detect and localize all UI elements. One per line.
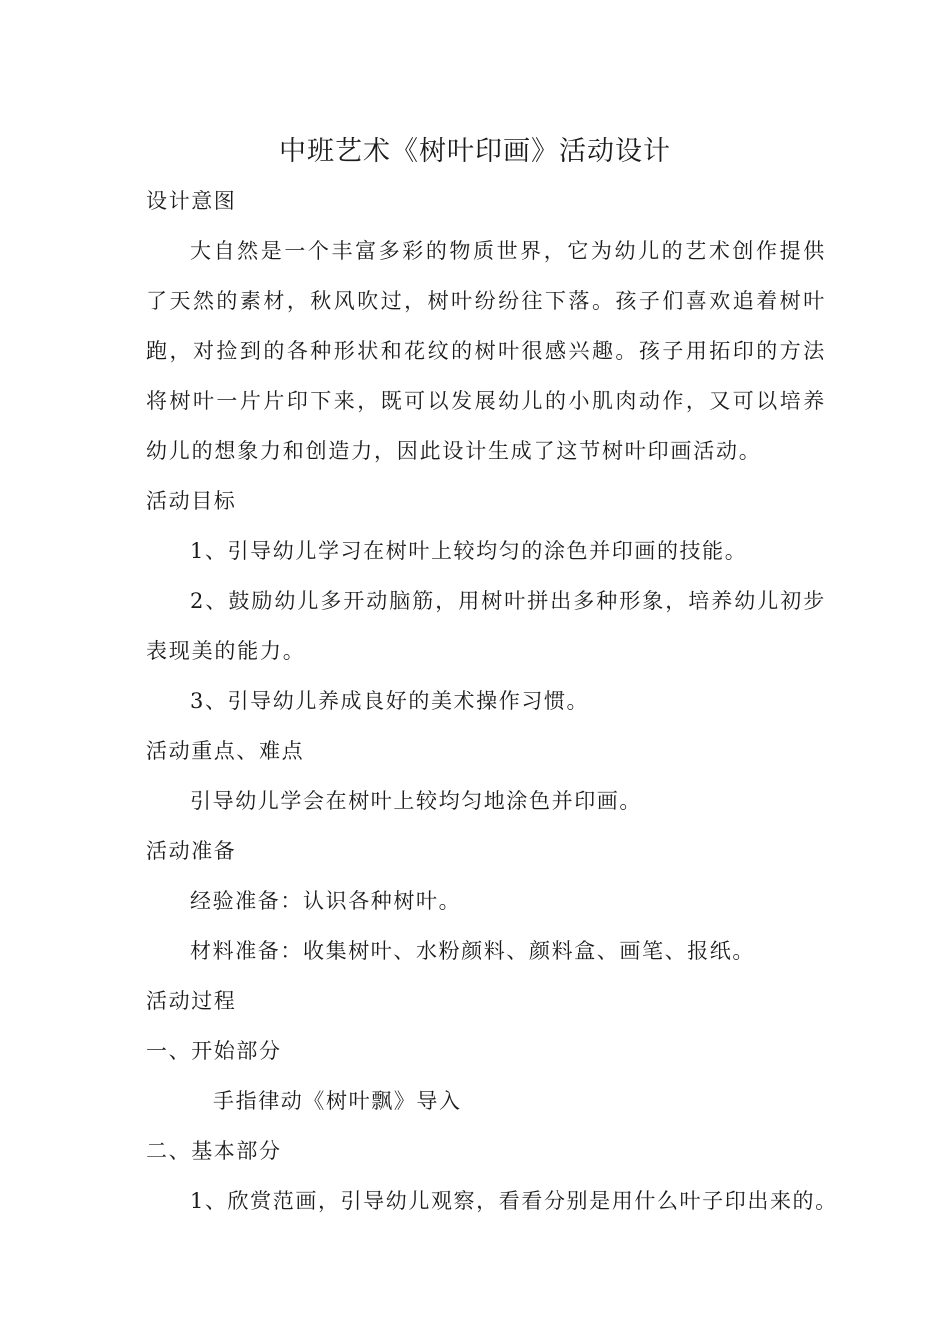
part-2-heading: 二、基本部分 <box>146 1139 282 1163</box>
intent-paragraph: 大自然是一个丰富多彩的物质世界，它为幼儿的艺术创作提供了天然的素材，秋风吹过，树叶纷纷往下落。孩子们喜欢追着树叶跑，对捡到的各种形状和花纹的树叶很感兴趣。孩子用拓印的方法将树叶一片片印下来，既可以发展幼儿的小肌肉动作，又可以培养幼儿的想象力和创造力，因此设计生成了这节树叶印画活动。 <box>146 239 826 463</box>
part-2-item-1: 1、欣赏范画，引导幼儿观察，看看分别是用什么叶子印出来的。 <box>190 1189 838 1213</box>
section-heading-focus: 活动重点、难点 <box>146 739 305 763</box>
goal-item-1: 1、引导幼儿学习在树叶上较均匀的涂色并印画的技能。 <box>190 539 748 563</box>
part-1-text: 手指律动《树叶飘》导入 <box>213 1089 462 1113</box>
focus-text: 引导幼儿学会在树叶上较均匀地涂色并印画。 <box>190 789 642 813</box>
section-heading-intent: 设计意图 <box>146 189 237 213</box>
goal-item-3: 3、引导幼儿养成良好的美术操作习惯。 <box>190 689 590 713</box>
document-title: 中班艺术《树叶印画》活动设计 <box>279 136 671 167</box>
section-heading-goals: 活动目标 <box>146 489 237 513</box>
prep-experience: 经验准备：认识各种树叶。 <box>190 889 462 913</box>
section-heading-prep: 活动准备 <box>146 839 237 863</box>
section-heading-process: 活动过程 <box>146 989 237 1013</box>
document-body <box>146 176 838 1226</box>
part-1-heading: 一、开始部分 <box>146 1039 282 1063</box>
goal-item-2: 2、鼓励幼儿多开动脑筋，用树叶拼出多种形象，培养幼儿初步表现美的能力。 <box>146 589 826 663</box>
prep-materials: 材料准备：收集树叶、水粉颜料、颜料盒、画笔、报纸。 <box>190 939 755 963</box>
